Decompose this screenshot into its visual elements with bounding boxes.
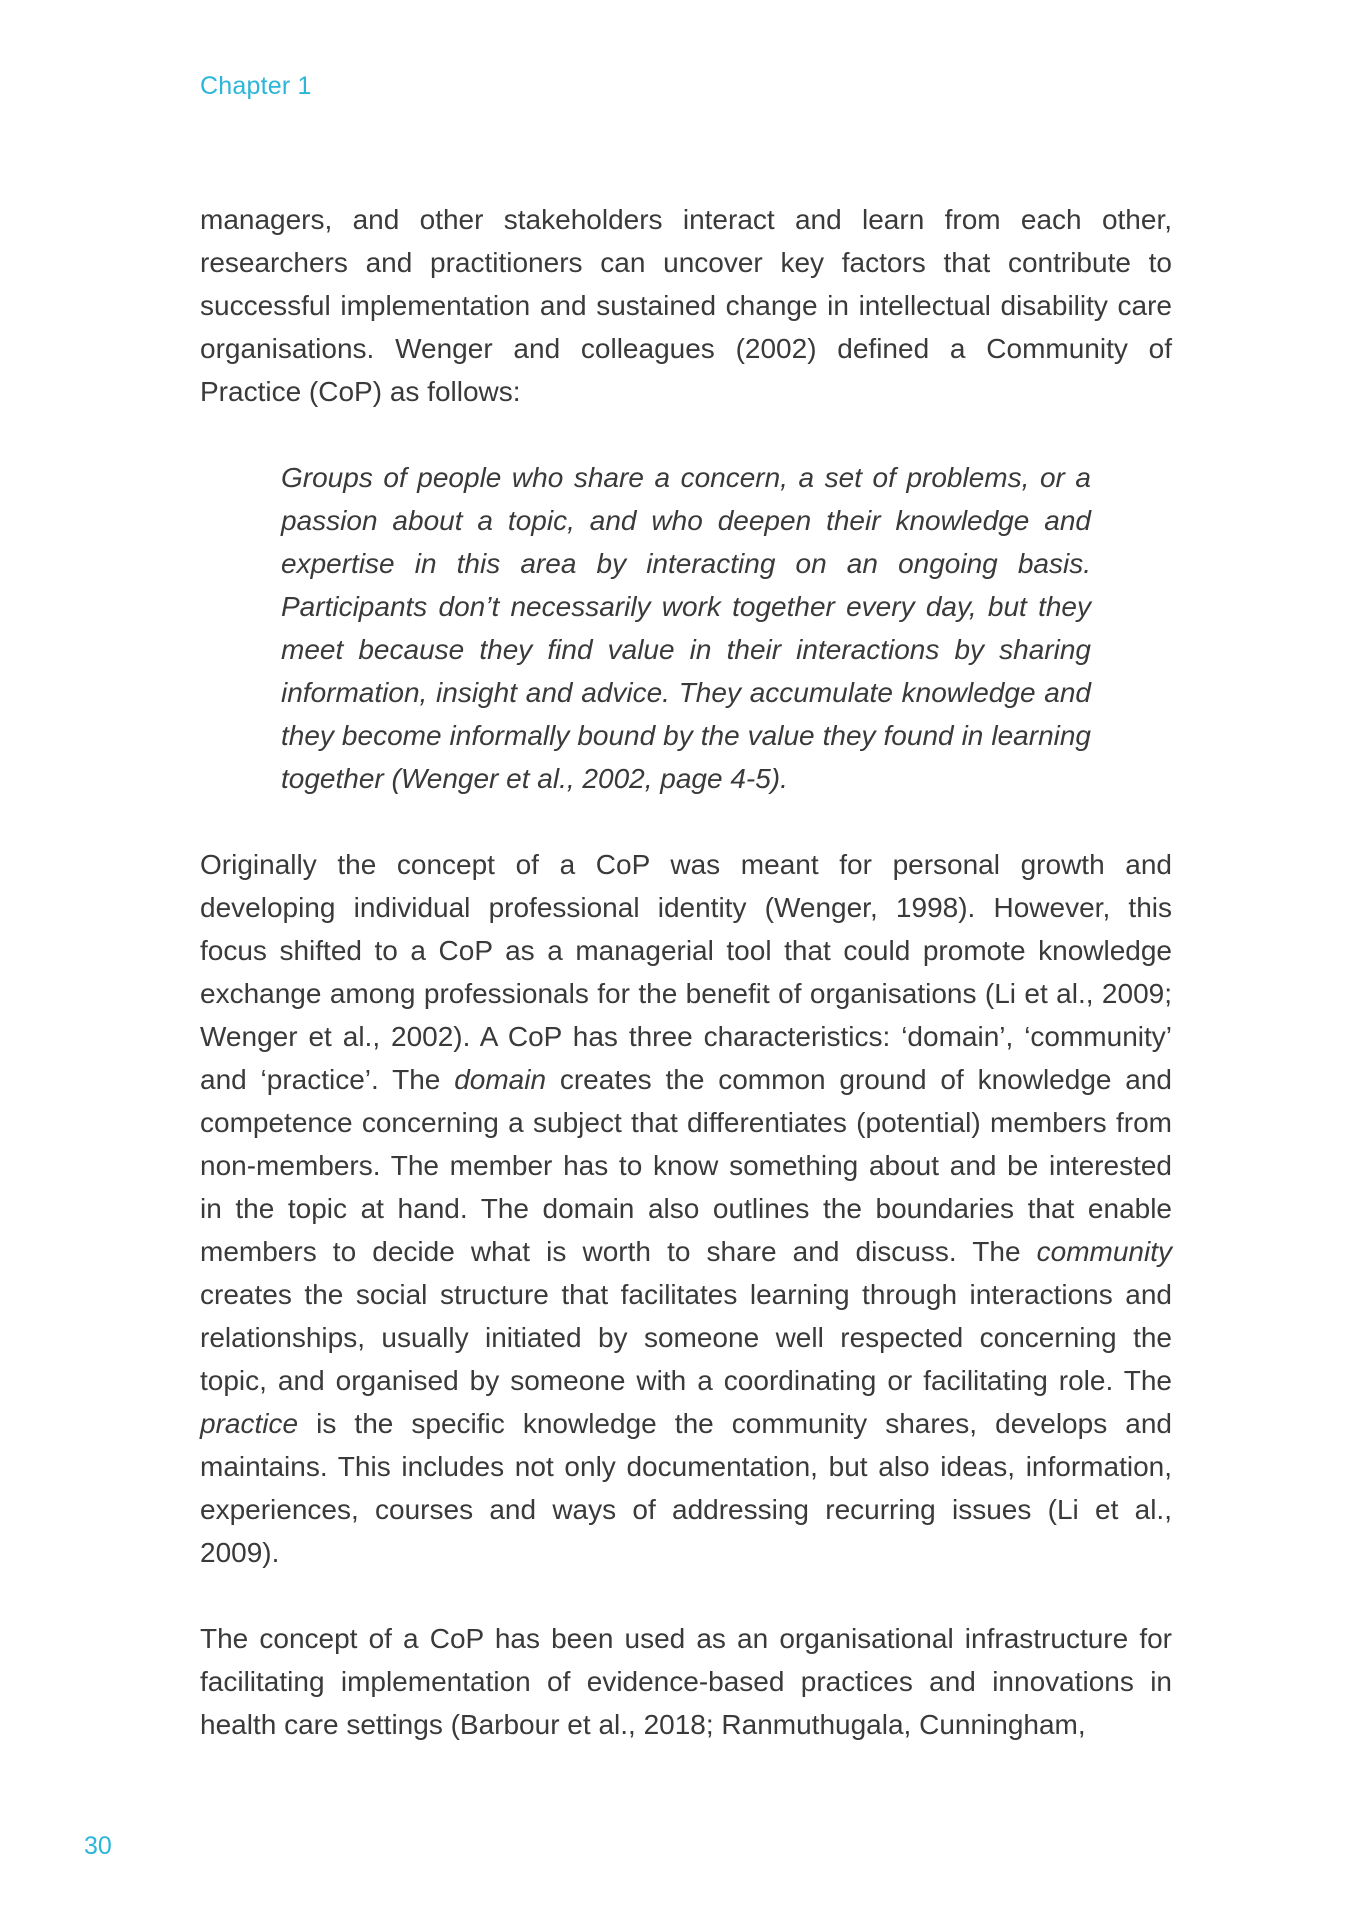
page-number: 30	[84, 1832, 112, 1860]
paragraph-1: managers, and other stakeholders interact and learn from each other, researchers and practitioners can uncover key factors that contribute to successful implementation and sustained change in intellectual disability care organisations. Wenger and colleagues (2002) defined a Community of Practice (CoP) as follows:	[200, 204, 1172, 407]
paragraph-2	[200, 843, 1172, 1574]
term-practice: practice	[200, 1408, 299, 1439]
paragraph-2-part-1: Originally the concept of a CoP was meant for personal growth and developing individual professional identity (Wenger, 1998). However, this focus shifted to a CoP as a managerial tool that could promote knowledge exchange among professionals for the benefit of organisations (Li et al., 2009; Wenger et al., 2002). A CoP has three characteristics: ‘domain’, ‘community’ and ‘practice’. The	[200, 849, 1172, 1095]
paragraph-3: The concept of a CoP has been used as an organisational infrastructure for facilitating implementation of evidence-based practices and innovations in health care settings (Barbour et al., 2018; Ranmuthugala, Cunningham,	[200, 1623, 1172, 1740]
running-header: Chapter 1	[200, 72, 312, 100]
body-text	[200, 198, 1172, 1789]
paragraph-2-part-2: creates the common ground of knowledge and competence concerning a subject that differentiates (potential) members from non-members. The member has to know something about and be interested in the topic at hand. The domain also outlines the boundaries that enable members to decide what is worth to share and discuss. The	[200, 1064, 1172, 1267]
block-quote: Groups of people who share a concern, a set of problems, or a passion about a topic, and who deepen their knowledge and expertise in this area by interacting on an ongoing basis. Participants don’t necessarily work together every day, but they meet because they find value in their interactions by sharing information, insight and advice. They accumulate knowledge and they become informally bound by the value they found in learning together (Wenger et al., 2002, page 4-5).	[281, 462, 1091, 794]
paragraph-2-part-4: is the specific knowledge the community shares, develops and maintains. This includes not only documentation, but also ideas, information, experiences, courses and ways of addressing recurring issues (Li et al., 2009).	[200, 1408, 1172, 1568]
term-community: community	[1036, 1236, 1172, 1267]
paragraph-2-part-3: creates the social structure that facilitates learning through interactions and relationships, usually initiated by someone well respected concerning the topic, and organised by someone with a coordinating or facilitating role. The	[200, 1279, 1172, 1396]
term-domain: domain	[454, 1064, 547, 1095]
